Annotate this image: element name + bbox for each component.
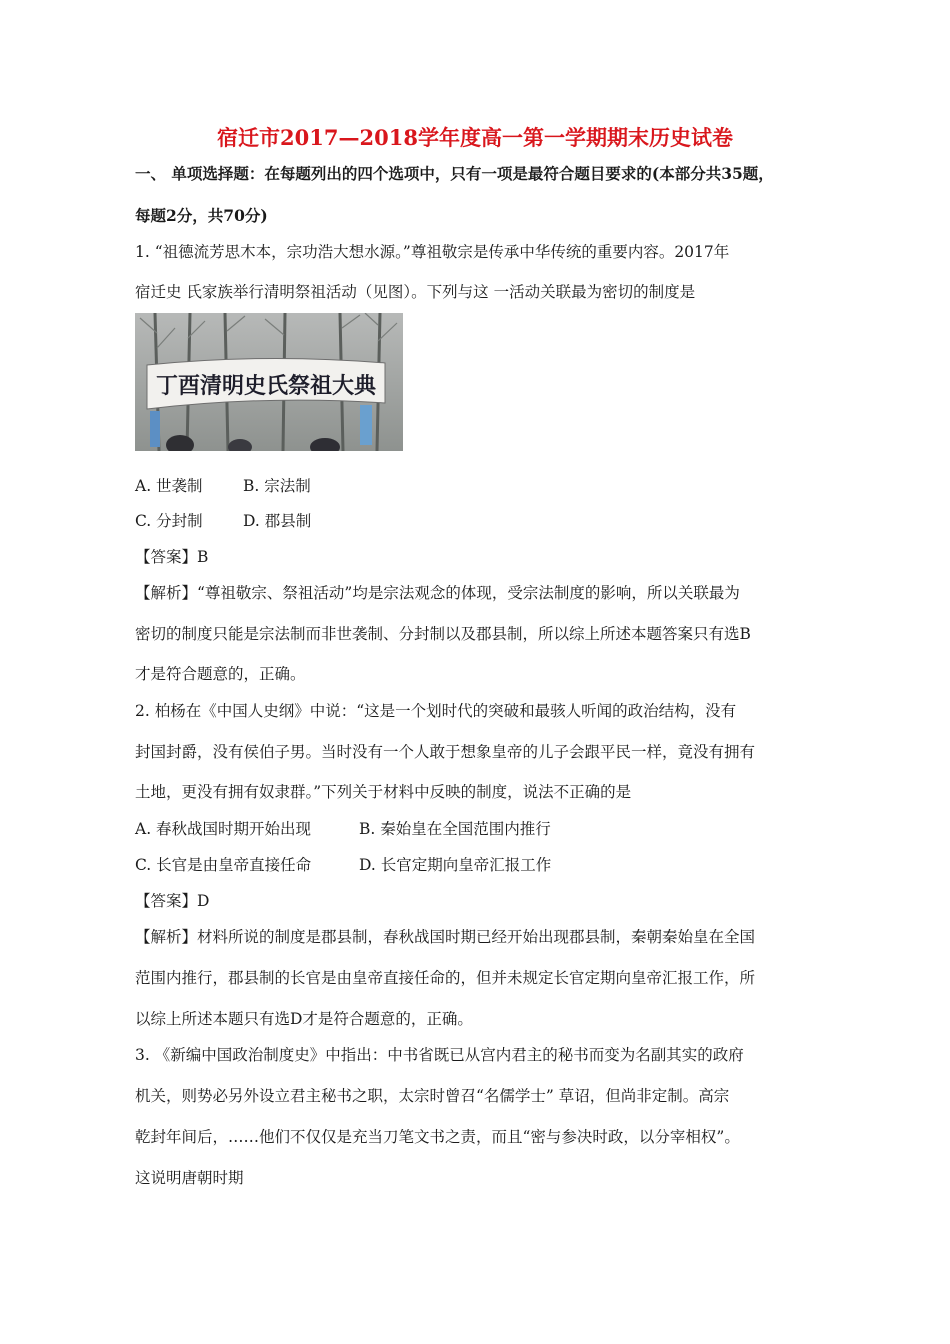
q2-answer: 【答案】D — [135, 892, 210, 910]
section-heading-line-2: 每题2分，共70分) — [135, 206, 268, 225]
q1-option-c: C. 分封制 — [135, 512, 203, 530]
q2-option-a: A. 春秋战国时期开始出现 — [135, 820, 312, 838]
q2-option-d: D. 长官定期向皇帝汇报工作 — [359, 856, 552, 874]
q3-stem-line-1: 3. 《新编中国政治制度史》中指出：中书省既已从宫内君主的秘书而变为名副其实的政府 — [135, 1046, 744, 1064]
q2-options-row-2 — [135, 855, 551, 875]
q1-photo — [135, 313, 403, 451]
q2-stem-line-1: 2. 柏杨在《中国人史纲》中说：“这是一个划时代的突破和最骇人听闻的政治结构，没有 — [135, 702, 737, 720]
q1-option-b: B. 宗法制 — [243, 477, 311, 495]
exam-title: 宿迁市2017—2018学年度高一第一学期期末历史试卷 — [217, 125, 733, 150]
q1-options-row-1 — [135, 476, 311, 496]
q1-photo-banner-text: 丁酉清明史氏祭祖大典 — [155, 374, 377, 399]
q2-options-row-1 — [135, 819, 551, 839]
q1-stem-line-1: 1. “祖德流芳思木本，宗功浩大想水源。”尊祖敬宗是传承中华传统的重要内容。2017年 — [135, 243, 730, 261]
q2-analysis-line-1: 【解析】材料所说的制度是郡县制，春秋战国时期已经开始出现郡县制，秦朝秦始皇在全国 — [135, 928, 756, 946]
q2-stem-line-3: 土地，更没有拥有奴隶群。”下列关于材料中反映的制度，说法不正确的是 — [135, 783, 632, 801]
section-heading-line-1: 一、 单项选择题：在每题列出的四个选项中，只有一项是最符合题目要求的(本部分共35题， — [135, 164, 774, 183]
q1-analysis-line-2: 密切的制度只能是宗法制而非世袭制、分封制以及郡县制，所以综上所述本题答案只有选B — [135, 625, 751, 643]
q2-option-c: C. 长官是由皇帝直接任命 — [135, 856, 312, 874]
q1-option-d: D. 郡县制 — [243, 512, 312, 530]
q2-option-b: B. 秦始皇在全国范围内推行 — [359, 820, 551, 838]
q1-photo-svg — [135, 313, 403, 451]
q3-stem-line-2: 机关，则势必另外设立君主秘书之职，太宗时曾召“名儒学士” 草诏，但尚非定制。高宗 — [135, 1087, 730, 1105]
q1-answer: 【答案】B — [135, 548, 209, 566]
q3-stem-line-4: 这说明唐朝时期 — [135, 1169, 244, 1187]
q2-stem-line-2: 封国封爵，没有侯伯子男。当时没有一个人敢于想象皇帝的儿子会跟平民一样，竟没有拥有 — [135, 743, 756, 761]
q1-stem-line-2: 宿迁史 氏家族举行清明祭祖活动（见图）。下列与这 一活动关联最为密切的制度是 — [135, 283, 696, 301]
q1-analysis-line-1: 【解析】“尊祖敬宗、祭祖活动”均是宗法观念的体现，受宗法制度的影响，所以关联最为 — [135, 584, 740, 602]
q1-option-a: A. 世袭制 — [135, 477, 203, 495]
q1-options-row-2 — [135, 511, 311, 531]
q3-stem-line-3: 乾封年间后，……他们不仅仅是充当刀笔文书之责，而且“密与参决时政，以分宰相权”。 — [135, 1128, 740, 1146]
q2-analysis-line-2: 范围内推行，郡县制的长官是由皇帝直接任命的，但并未规定长官定期向皇帝汇报工作，所 — [135, 969, 756, 987]
q2-analysis-line-3: 以综上所述本题只有选D才是符合题意的，正确。 — [135, 1010, 473, 1028]
q1-analysis-line-3: 才是符合题意的，正确。 — [135, 665, 306, 683]
